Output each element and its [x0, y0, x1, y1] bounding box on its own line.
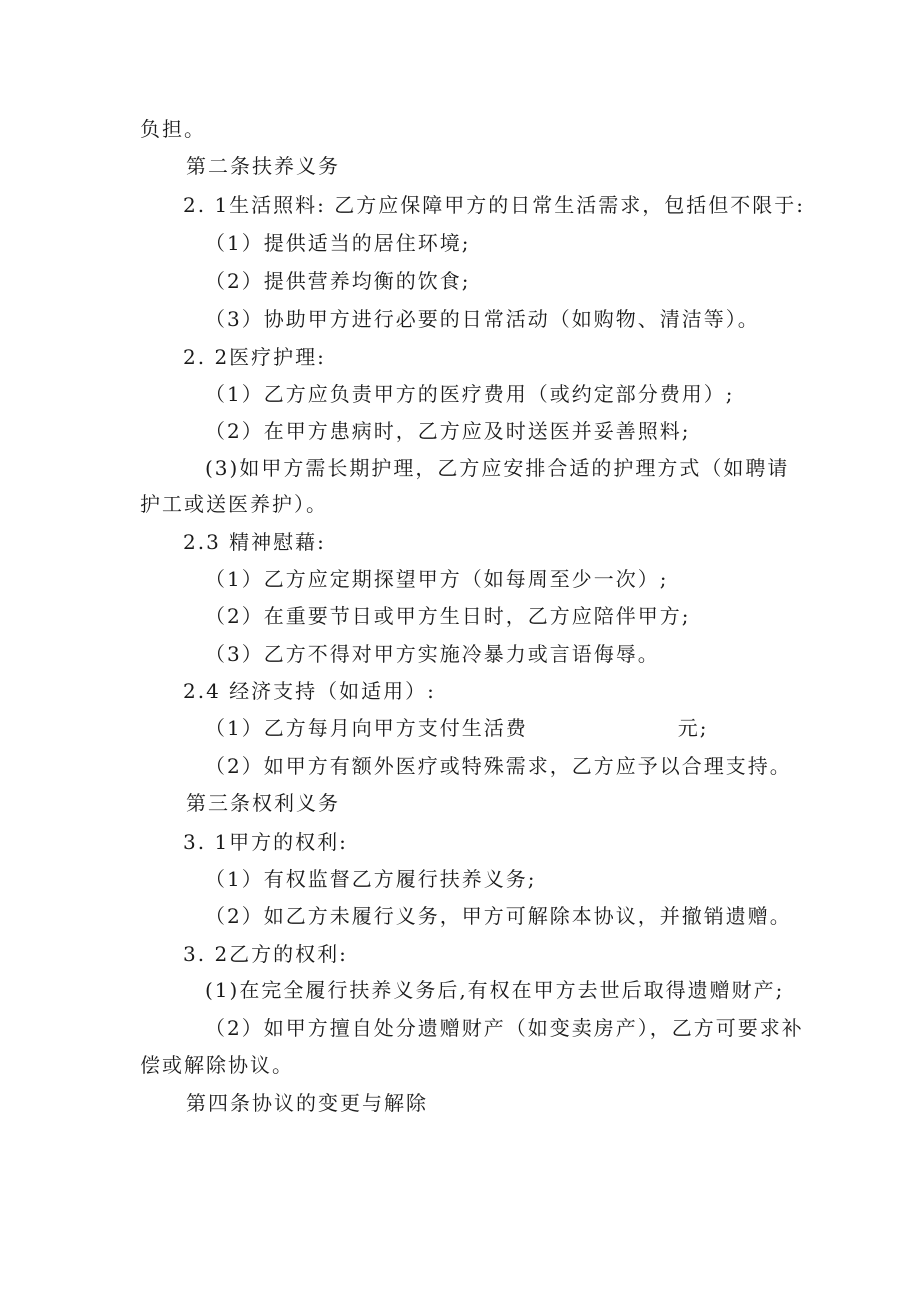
list-item: （1）乙方应负责甲方的医疗费用（或约定部分费用）; [205, 382, 735, 406]
list-item: (1)在完全履行扶养义务后,有权在甲方去世后取得遗赠财产; [205, 978, 785, 1002]
list-item [205, 715, 708, 741]
list-item: （1）提供适当的居住环境; [205, 231, 471, 255]
section-heading: 2. 2医疗护理: [183, 345, 326, 369]
list-item: （2）如甲方擅自处分遗赠财产（如变卖房产），乙方可要求补 [205, 1016, 804, 1040]
paragraph-line: 护工或送医养护）。 [140, 492, 328, 516]
list-item: (3)如甲方需长期护理，乙方应安排合适的护理方式（如聘请 [205, 456, 790, 480]
list-item: （2）在甲方患病时，乙方应及时送医并妥善照料; [205, 419, 691, 443]
currency-unit: 元; [677, 716, 709, 740]
list-item: （3）协助甲方进行必要的日常活动（如购物、清洁等）。 [205, 307, 760, 331]
section-heading: 2.3 精神慰藉: [183, 530, 326, 554]
list-item: （3）乙方不得对甲方实施冷暴力或言语侮辱。 [205, 642, 660, 666]
section-heading: 3. 1甲方的权利: [183, 830, 348, 854]
list-item-text: （1）乙方每月向甲方支付生活费 [205, 716, 528, 740]
section-heading: 2. 1生活照料: 乙方应保障甲方的日常生活需求，包括但不限于: [183, 193, 805, 217]
list-item: （2）如乙方未履行义务，甲方可解除本协议，并撤销遗赠。 [205, 904, 792, 928]
article-heading: 第三条权利义务 [186, 791, 340, 815]
list-item: （1）乙方应定期探望甲方（如每周至少一次）; [205, 567, 669, 591]
section-heading: 3. 2乙方的权利: [183, 942, 348, 966]
article-heading: 第四条协议的变更与解除 [186, 1091, 428, 1115]
list-item: （2）提供营养均衡的饮食; [205, 269, 471, 293]
article-heading: 第二条扶养义务 [186, 154, 340, 178]
paragraph-line: 负担。 [140, 117, 206, 141]
section-heading: 2.4 经济支持（如适用）: [183, 679, 436, 703]
list-item: （2）在重要节日或甲方生日时，乙方应陪伴甲方; [205, 604, 691, 628]
list-item: （2）如甲方有额外医疗或特殊需求，乙方应予以合理支持。 [205, 754, 792, 778]
list-item: （1）有权监督乙方履行扶养义务; [205, 867, 537, 891]
paragraph-line: 偿或解除协议。 [140, 1053, 294, 1077]
